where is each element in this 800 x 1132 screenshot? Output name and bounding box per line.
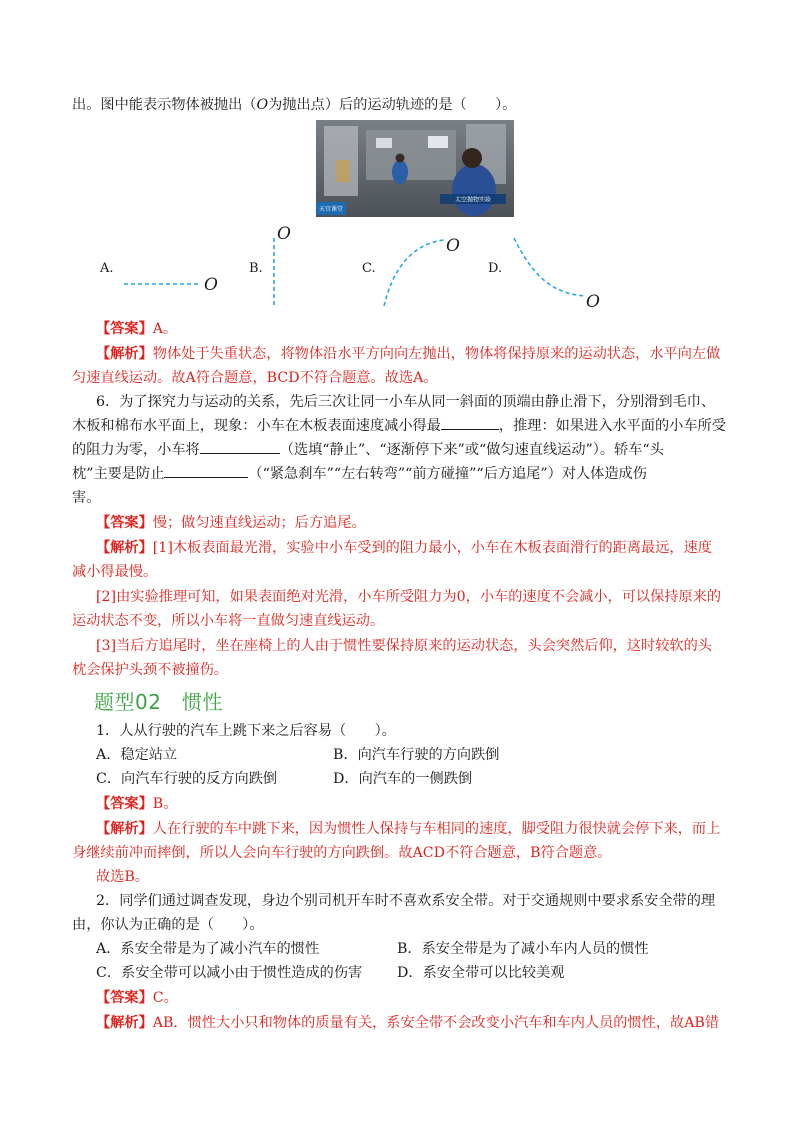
q6-text: 木板和棉布水平面上，现象：小车在木板表面速度减小得最 — [72, 418, 441, 434]
analysis-tag: 【解析】 — [96, 1015, 153, 1031]
q6-blank-1[interactable] — [441, 415, 499, 430]
section-heading: 题型02 惯性 — [94, 690, 223, 714]
q6-answer — [96, 512, 366, 534]
point-o-c: O — [446, 236, 460, 256]
photo-caption-left: 天宫课堂 — [318, 206, 344, 213]
s1-option-d[interactable]: D．向汽车的一侧跌倒 — [333, 771, 473, 787]
option-d-label: D. — [488, 261, 503, 276]
analysis-text: [1]木板表面最光滑，实验中小车受到的阻力最小，小车在木板表面滑行的距离最远，速度 — [152, 540, 712, 556]
q6-stem-line4 — [72, 463, 647, 485]
analysis-tag: 【解析】 — [96, 346, 153, 362]
q6-blank-2[interactable] — [200, 439, 280, 454]
q6-analysis-3-cont: 枕会保护头颈不被撞伤。 — [72, 662, 229, 678]
q6-text: ，推理：如果进入水平面的小车所受 — [498, 418, 726, 434]
s1-stem: 1．人从行驶的汽车上跳下来之后容易（ ）。 — [96, 723, 396, 739]
q6-analysis-1 — [96, 537, 712, 559]
q6-blank-3[interactable] — [164, 463, 248, 478]
q6-stem-line5: 害。 — [72, 490, 101, 506]
space-station-photo — [316, 120, 514, 217]
s1-option-a[interactable]: A．稳定站立 — [96, 747, 178, 763]
q6-analysis-1-cont: 减小得最慢。 — [72, 564, 158, 580]
point-o-d: O — [586, 292, 600, 312]
option-a-label: A. — [100, 261, 114, 276]
answer-tag: 【答案】 — [96, 990, 153, 1006]
q6-analysis-2-cont: 运动状态不变，所以小车将一直做匀速直线运动。 — [72, 613, 385, 629]
s2-stem-line1: 2．同学们通过调查发现，身边个别司机开车时不喜欢系安全带。对于交通规则中要求系安全带的理 — [96, 893, 716, 909]
option-c-label: C. — [362, 261, 376, 276]
q6-analysis-3: [3]当后方追尾时，坐在座椅上的人由于惯性要保持原来的运动状态，头会突然后仰，这时较软的头 — [96, 638, 712, 654]
q6-text: （选填“静止”、“逐渐停下来”或“做匀速直线运动”）。轿车“头 — [279, 442, 664, 458]
q6-text: 的阻力为零，小车将 — [72, 442, 200, 458]
trajectory-d — [514, 238, 586, 296]
s1-option-c[interactable]: C．向汽车行驶的反方向跌倒 — [96, 771, 278, 787]
q6-stem-line2 — [72, 415, 726, 437]
trajectory-options — [0, 220, 800, 320]
q6-text: （“紧急刹车”“左右转弯”“前方碰撞”“后方追尾”）对人体造成伤 — [248, 466, 647, 482]
s1-answer — [96, 793, 177, 815]
s2-option-b[interactable]: B．系安全带是为了减小车内人员的惯性 — [397, 941, 649, 957]
analysis-text: 物体处于失重状态，将物体沿水平方向向左抛出，物体将保持原来的运动状态，水平向左做 — [152, 346, 721, 362]
s1-option-b[interactable]: B．向汽车行驶的方向跌倒 — [333, 747, 500, 763]
q6-stem-line3 — [72, 439, 664, 461]
s2-option-d[interactable]: D．系安全带可以比较美观 — [397, 965, 565, 981]
q5-stem-o: O — [256, 97, 269, 113]
q5-analysis-cont: 匀速直线运动。故A符合题意，BCD不符合题意。故选A。 — [72, 370, 438, 386]
answer-text: C。 — [152, 990, 178, 1006]
photo-caption-right: 太空抛物实验 — [454, 196, 492, 204]
s1-analysis — [96, 818, 720, 840]
answer-text: A。 — [152, 321, 178, 337]
q5-answer — [96, 318, 177, 340]
q6-text: 枕”主要是防止 — [72, 466, 165, 482]
s2-option-a[interactable]: A．系安全带是为了减小汽车的惯性 — [96, 941, 320, 957]
option-b-label: B. — [249, 261, 263, 276]
q5-stem-part: 为抛出点）后的运动轨迹的是（ ）。 — [268, 97, 517, 113]
point-o-b: O — [277, 224, 291, 244]
analysis-text: 人在行驶的车中跳下来，因为惯性人保持与车相同的速度，脚受阻力很快就会停下来，而上 — [152, 821, 721, 837]
q5-analysis — [96, 343, 720, 365]
q6-stem-line1: 6．为了探究力与运动的关系，先后三次让同一小车从同一斜面的顶端由静止滑下，分别滑到毛巾、 — [96, 394, 716, 410]
q6-analysis-2: [2]由实验推理可知，如果表面绝对光滑，小车所受阻力为0，小车的速度不会减小，可以保持原来的 — [96, 589, 722, 605]
s1-analysis-cont: 身继续前冲而摔倒，所以人会向车行驶的方向跌倒。故ACD不符合题意，B符合题意。 — [72, 845, 612, 861]
analysis-tag: 【解析】 — [96, 821, 153, 837]
s1-conclusion: 故选B。 — [96, 869, 149, 885]
answer-text: 慢；做匀速直线运动；后方追尾。 — [152, 515, 366, 531]
answer-tag: 【答案】 — [96, 796, 153, 812]
q5-stem-part: 出。图中能表示物体被抛出（ — [72, 97, 257, 113]
analysis-tag: 【解析】 — [96, 540, 153, 556]
s2-option-c[interactable]: C．系安全带可以减小由于惯性造成的伤害 — [96, 965, 363, 981]
answer-text: B。 — [152, 796, 178, 812]
s2-stem-line2: 由，你认为正确的是（ ）。 — [72, 917, 264, 933]
s2-answer — [96, 987, 178, 1009]
trajectory-c — [384, 240, 444, 306]
answer-tag: 【答案】 — [96, 321, 153, 337]
q5-stem — [72, 94, 516, 116]
s2-analysis — [96, 1012, 719, 1034]
analysis-text: AB．惯性大小只和物体的质量有关，系安全带不会改变小汽车和车内人员的惯性，故AB错 — [152, 1015, 720, 1031]
answer-tag: 【答案】 — [96, 515, 153, 531]
point-o-a: O — [204, 275, 218, 295]
